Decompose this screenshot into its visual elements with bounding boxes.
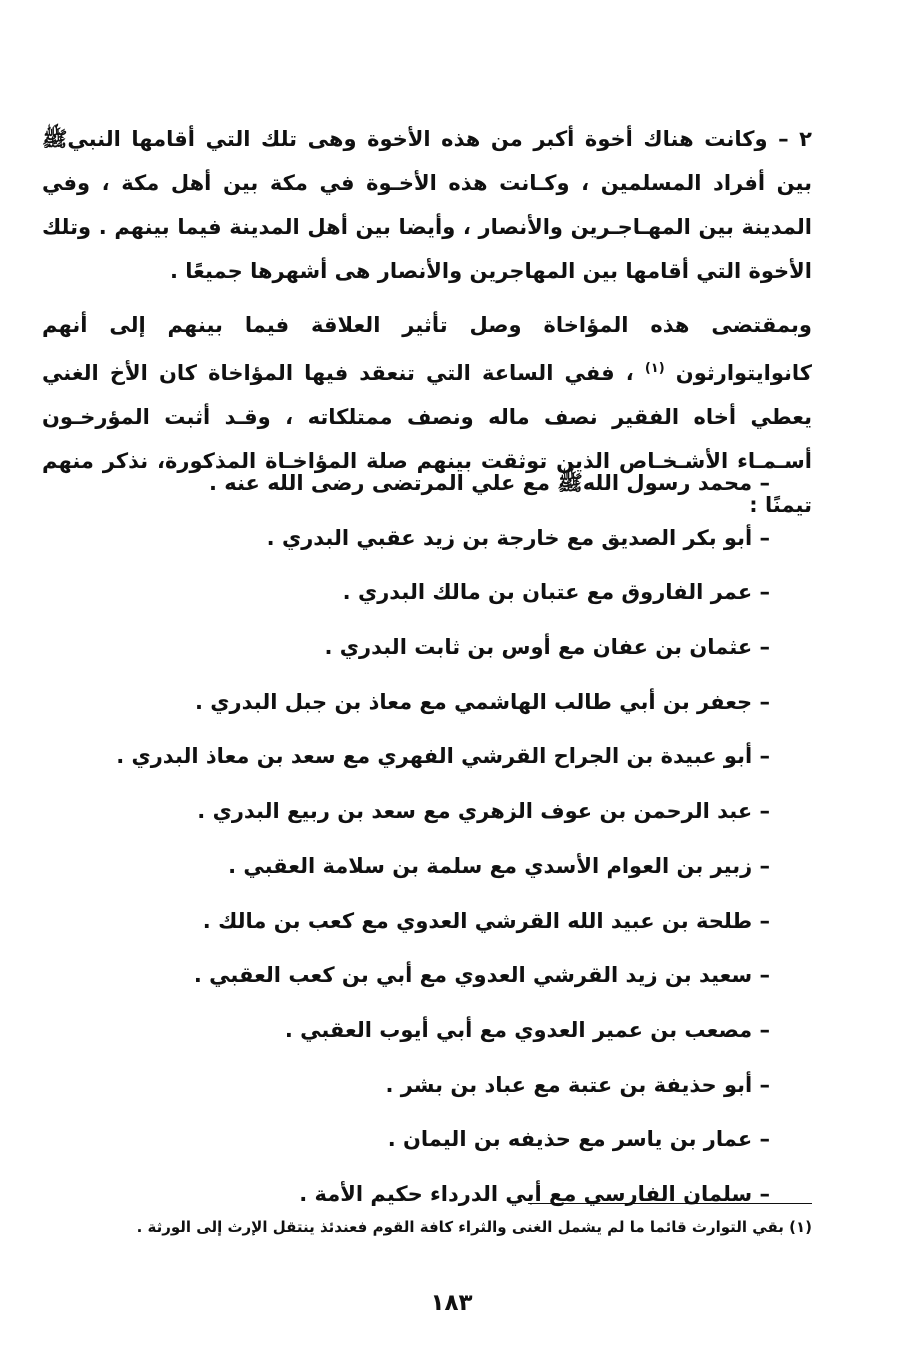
list-item: – سعيد بن زيد القرشي العدوي مع أبي بن كعب العقبي .	[193, 963, 770, 988]
list-item: – زبير بن العوام الأسدي مع سلمة بن سلامة العقبي .	[228, 853, 770, 878]
list-item: – أبو عبيدة بن الجراح القرشي الفهري مع سعد بن معاذ البدري .	[116, 744, 770, 769]
list-item: – سلمان الفارسي مع أبي الدرداء حكيم الأمة .	[299, 1181, 770, 1206]
list-item: – طلحة بن عبيد الله القرشي العدوي مع كعب بن مالك .	[202, 908, 770, 933]
list-item: – مصعب بن عمير العدوي مع أبي أيوب العقبي .	[284, 1017, 770, 1042]
list-item: – محمد رسول اللهﷺ مع علي المرتضى رضى الله عنه .	[208, 471, 770, 495]
page-number: ١٨٣	[430, 1290, 473, 1316]
brotherhood-pairs-list	[116, 463, 770, 1229]
list-item: – أبو بكر الصديق مع خارجة بن زيد عقبي البدري .	[266, 525, 770, 550]
footnote: (١) بقي التوارث قائما ما لم يشمل الغنى والثراء كافة القوم فعندئذ ينتقل الإرث إلى الورثة .	[136, 1218, 812, 1236]
footnote-reference: (١)	[644, 361, 665, 376]
list-item: – عثمان بن عفان مع أوس بن ثابت البدري .	[324, 635, 770, 660]
list-item: – جعفر بن أبي طالب الهاشمي مع معاذ بن جبل البدري .	[195, 689, 770, 714]
list-item: – أبو حذيفة بن عتبة مع عباد بن بشر .	[385, 1072, 770, 1097]
list-item: – عمار بن ياسر مع حذيفه بن اليمان .	[387, 1127, 770, 1152]
paragraph-2-continuation: ، ففي الساعة التي تنعقد فيها المؤاخاة كان الأخ الغني يعطي أخاه الفقير نصف ماله ونصف ممتلكاته ، وقـد أثبت المؤرخـون أسـمـاء الأشـخـاص الذين توثقت بينهم صلة المؤاخـاة المذكورة، نذكر منهم تيمنًا :	[42, 361, 812, 517]
paragraph-2-text: وبمقتضى هذه المؤاخاة وصل تأثير العلاقة فيما بينهم إلى أنهم كانوايتوارثون	[42, 313, 812, 385]
list-item: – عمر الفاروق مع عتبان بن مالك البدري .	[342, 580, 770, 605]
paragraph-1: ٢ – وكانت هناك أخوة أكبر من هذه الأخوة وهى تلك التي أقامها النبيﷺ بين أفراد المسلمين ، وكـانت هذه الأخـوة في مكة بين أهل مكة ، وفي المدينة بين المهـاجـرين والأنصار ، وأيضا بين أهل المدينة فيما بينهم . وتلك الأخوة التي أقامها بين المهاجرين والأنصار هى أشهرها جميعًا .	[42, 127, 812, 283]
list-item: – عبد الرحمن بن عوف الزهري مع سعد بن ربيع البدري .	[197, 799, 770, 824]
footnote-divider	[528, 1203, 812, 1204]
